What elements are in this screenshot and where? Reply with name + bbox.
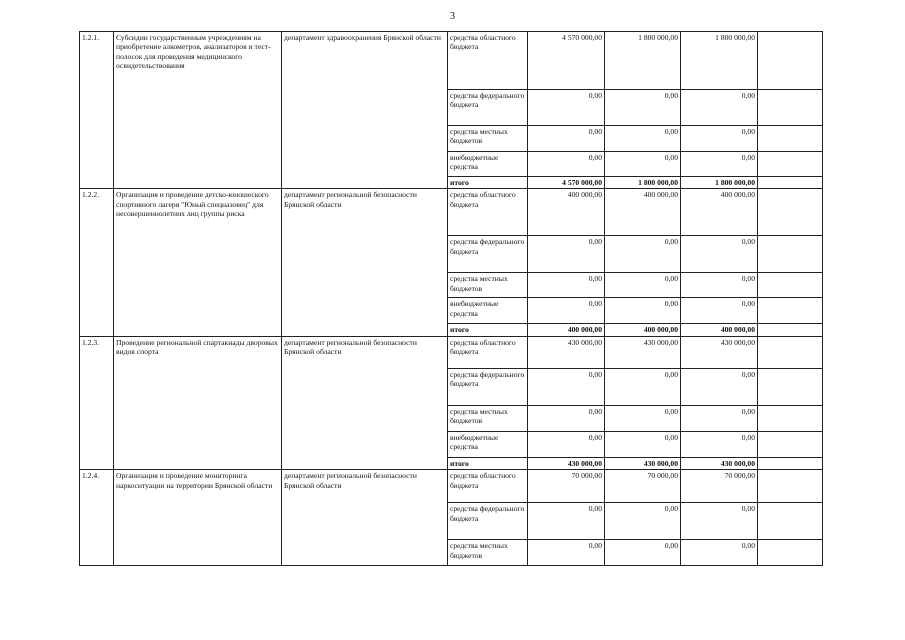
funding-source: средства федерального бюджета: [448, 236, 528, 273]
amount-cell: 0,00: [605, 273, 681, 298]
item-code: 1.2.4.: [80, 470, 114, 566]
amount-cell: 400 000,00: [681, 324, 758, 336]
funding-source: внебюджетные средства: [448, 152, 528, 177]
budget-table: [79, 31, 823, 566]
extra-cell: [758, 90, 823, 126]
amount-cell: 0,00: [528, 126, 605, 152]
amount-cell: 1 800 000,00: [605, 177, 681, 189]
amount-cell: 0,00: [605, 431, 681, 457]
amount-cell: 0,00: [681, 503, 758, 540]
extra-cell: [758, 236, 823, 273]
amount-cell: 0,00: [681, 152, 758, 177]
extra-cell: [758, 336, 823, 368]
funding-source: итого: [448, 177, 528, 189]
item-code: 1.2.2.: [80, 189, 114, 336]
item-executor: департамент региональной безопасности Брянской области: [282, 189, 448, 336]
extra-cell: [758, 177, 823, 189]
page-number: 3: [450, 11, 455, 22]
amount-cell: 0,00: [605, 540, 681, 566]
funding-source: внебюджетные средства: [448, 431, 528, 457]
funding-source: итого: [448, 457, 528, 469]
table-row: [80, 32, 823, 90]
amount-cell: 4 570 000,00: [528, 32, 605, 90]
table-body: [80, 32, 823, 566]
amount-cell: 0,00: [681, 405, 758, 431]
item-name: Организация и проведение мониторинга наркоситуации на территории Брянской области: [114, 470, 282, 566]
amount-cell: 1 800 000,00: [681, 177, 758, 189]
funding-source: итого: [448, 324, 528, 336]
amount-cell: 400 000,00: [605, 324, 681, 336]
extra-cell: [758, 189, 823, 236]
amount-cell: 0,00: [528, 273, 605, 298]
amount-cell: 1 800 000,00: [605, 32, 681, 90]
amount-cell: 430 000,00: [681, 336, 758, 368]
amount-cell: 0,00: [528, 152, 605, 177]
amount-cell: 0,00: [681, 298, 758, 324]
amount-cell: 0,00: [528, 90, 605, 126]
extra-cell: [758, 431, 823, 457]
funding-source: средства федерального бюджета: [448, 368, 528, 405]
amount-cell: 70 000,00: [605, 470, 681, 503]
amount-cell: 0,00: [605, 90, 681, 126]
funding-source: средства федерального бюджета: [448, 503, 528, 540]
amount-cell: 0,00: [528, 298, 605, 324]
amount-cell: 0,00: [681, 273, 758, 298]
funding-source: средства областного бюджета: [448, 336, 528, 368]
item-code: 1.2.3.: [80, 336, 114, 469]
extra-cell: [758, 470, 823, 503]
extra-cell: [758, 540, 823, 566]
amount-cell: 0,00: [605, 405, 681, 431]
extra-cell: [758, 324, 823, 336]
extra-cell: [758, 298, 823, 324]
extra-cell: [758, 126, 823, 152]
amount-cell: 70 000,00: [528, 470, 605, 503]
amount-cell: 400 000,00: [528, 324, 605, 336]
amount-cell: 1 800 000,00: [681, 32, 758, 90]
amount-cell: 400 000,00: [605, 189, 681, 236]
amount-cell: 0,00: [528, 236, 605, 273]
amount-cell: 0,00: [528, 405, 605, 431]
funding-source: средства областного бюджета: [448, 189, 528, 236]
item-name: Проведение региональной спартакиады дворовых видов спорта: [114, 336, 282, 469]
amount-cell: 430 000,00: [528, 336, 605, 368]
amount-cell: 0,00: [605, 368, 681, 405]
extra-cell: [758, 405, 823, 431]
amount-cell: 0,00: [528, 503, 605, 540]
funding-source: средства областного бюджета: [448, 470, 528, 503]
funding-source: средства федерального бюджета: [448, 90, 528, 126]
item-executor: департамент региональной безопасности Брянской области: [282, 336, 448, 469]
item-name: Организация и проведение детско-юношеского спортивного лагеря "Юный спецназовец" для несовершеннолетних лиц группы риска: [114, 189, 282, 336]
funding-source: средства местных бюджетов: [448, 540, 528, 566]
extra-cell: [758, 152, 823, 177]
amount-cell: 0,00: [528, 540, 605, 566]
amount-cell: 430 000,00: [528, 457, 605, 469]
funding-source: средства местных бюджетов: [448, 126, 528, 152]
table-row: [80, 189, 823, 236]
amount-cell: 0,00: [605, 236, 681, 273]
amount-cell: 430 000,00: [605, 457, 681, 469]
extra-cell: [758, 457, 823, 469]
amount-cell: 0,00: [681, 236, 758, 273]
item-name: Субсидии государственным учреждениям на приобретение алкометров, анализаторов и тест-полосок для проведения медицинского освидетельствования: [114, 32, 282, 189]
amount-cell: 0,00: [681, 126, 758, 152]
funding-source: внебюджетные средства: [448, 298, 528, 324]
amount-cell: 0,00: [605, 152, 681, 177]
amount-cell: 0,00: [605, 126, 681, 152]
amount-cell: 0,00: [681, 368, 758, 405]
item-executor: департамент региональной безопасности Брянской области: [282, 470, 448, 566]
amount-cell: 0,00: [681, 90, 758, 126]
item-code: 1.2.1.: [80, 32, 114, 189]
amount-cell: 0,00: [528, 431, 605, 457]
table-row: [80, 336, 823, 368]
table-row: [80, 470, 823, 503]
amount-cell: 430 000,00: [681, 457, 758, 469]
amount-cell: 4 570 000,00: [528, 177, 605, 189]
extra-cell: [758, 503, 823, 540]
amount-cell: 400 000,00: [528, 189, 605, 236]
amount-cell: 0,00: [681, 540, 758, 566]
amount-cell: 430 000,00: [605, 336, 681, 368]
extra-cell: [758, 368, 823, 405]
amount-cell: 400 000,00: [681, 189, 758, 236]
amount-cell: 0,00: [528, 368, 605, 405]
funding-source: средства местных бюджетов: [448, 273, 528, 298]
item-executor: департамент здравоохранения Брянской области: [282, 32, 448, 189]
amount-cell: 0,00: [605, 298, 681, 324]
extra-cell: [758, 32, 823, 90]
amount-cell: 0,00: [605, 503, 681, 540]
extra-cell: [758, 273, 823, 298]
amount-cell: 0,00: [681, 431, 758, 457]
funding-source: средства областного бюджета: [448, 32, 528, 90]
funding-source: средства местных бюджетов: [448, 405, 528, 431]
amount-cell: 70 000,00: [681, 470, 758, 503]
